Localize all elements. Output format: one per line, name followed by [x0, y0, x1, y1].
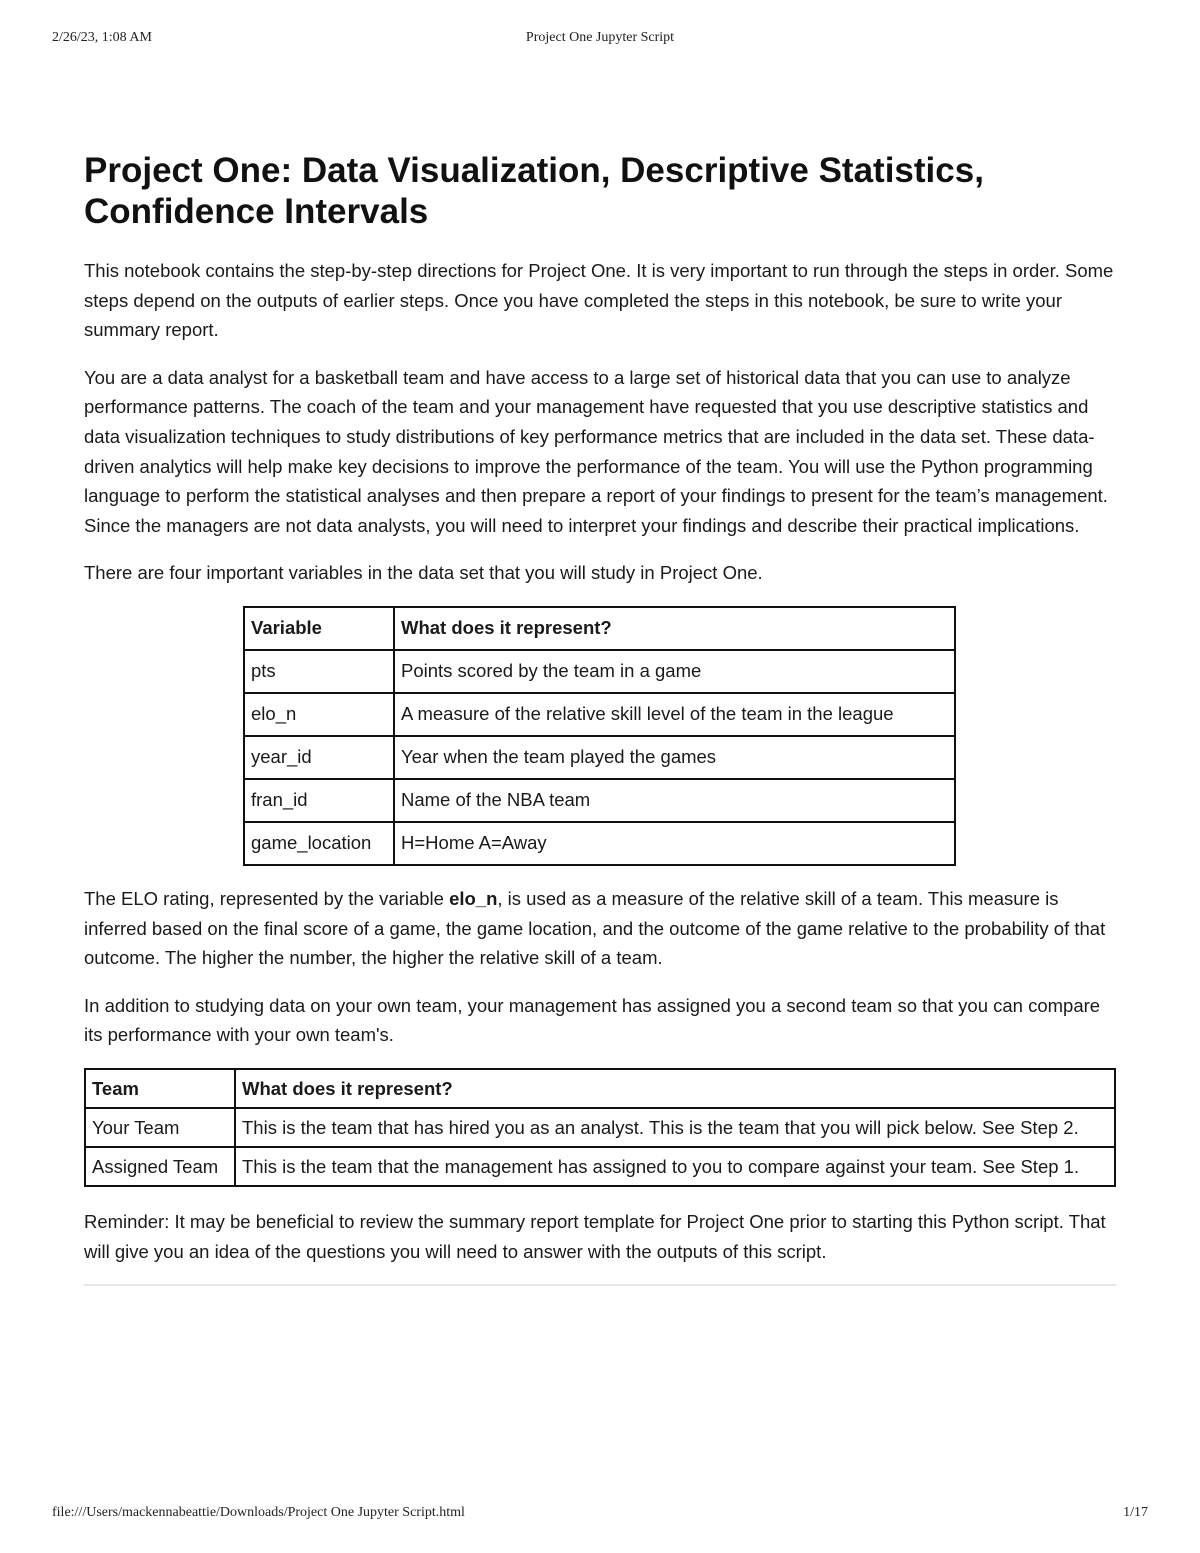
variables-table — [243, 606, 956, 866]
description-cell: Name of the NBA team — [394, 779, 955, 822]
print-datetime: 2/26/23, 1:08 AM — [52, 30, 152, 45]
elo-variable-name: elo_n — [449, 887, 498, 909]
table-header-row — [85, 1069, 1115, 1108]
page-number: 1/17 — [1123, 1505, 1148, 1520]
description-cell: Year when the team played the games — [394, 736, 955, 779]
table-row — [244, 736, 955, 779]
table-row — [244, 693, 955, 736]
description-cell: This is the team that has hired you as an analyst. This is the team that you will pick below. See Step 2. — [235, 1108, 1115, 1147]
file-path: file:///Users/mackennabeattie/Downloads/Project One Jupyter Script.html — [52, 1505, 465, 1520]
description-cell: This is the team that the management has assigned to you to compare against your team. See Step 1. — [235, 1147, 1115, 1186]
elo-text-before: The ELO rating, represented by the variable — [84, 887, 450, 909]
section-divider — [84, 1284, 1116, 1286]
intro-paragraph: This notebook contains the step-by-step directions for Project One. It is very important to run through the steps in order. Some steps depend on the outputs of earlier steps. Once you have completed the steps in this notebook, be sure to write your summary report. — [84, 260, 1114, 341]
column-header: What does it represent? — [235, 1069, 1115, 1108]
page-title: Project One: Data Visualization, Descriptive Statistics, Confidence Intervals — [84, 151, 984, 231]
variable-cell: elo_n — [244, 693, 394, 736]
table-row — [85, 1147, 1115, 1186]
description-cell: Points scored by the team in a game — [394, 650, 955, 693]
description-cell: A measure of the relative skill level of the team in the league — [394, 693, 955, 736]
column-header: Variable — [244, 607, 394, 650]
variable-cell: game_location — [244, 822, 394, 865]
elo-text-after: , is used as a measure of the relative skill of a team. This measure is inferred based on the final score of a game, the game location, and the outcome of the game relative to the probability of that outcome. The higher the number, the higher the relative skill of a team. — [84, 887, 1106, 969]
scenario-paragraph: You are a data analyst for a basketball team and have access to a large set of historical data that you can use to analyze performance patterns. The coach of the team and your management have requested that you use descriptive statistics and data visualization techniques to study distributions of key performance metrics that are included in the data set. These data-driven analytics will help make key decisions to improve the performance of the team. You will use the Python programming language to perform the statistical analyses and then prepare a report of your findings to present for the team’s management. Since the managers are not data analysts, you will need to interpret your findings and describe their practical implications. — [84, 366, 1108, 536]
print-footer — [52, 1505, 1148, 1525]
variable-cell: pts — [244, 650, 394, 693]
team-cell: Your Team — [85, 1108, 235, 1147]
elo-paragraph — [84, 884, 1116, 973]
table-row — [85, 1108, 1115, 1147]
table-row — [244, 779, 955, 822]
reminder-paragraph: Reminder: It may be beneficial to review the summary report template for Project One prior to starting this Python script. That will give you an idea of the questions you will need to answer with the outputs of this script. — [84, 1210, 1106, 1262]
description-cell: H=Home A=Away — [394, 822, 955, 865]
variables-intro: There are four important variables in the data set that you will study in Project One. — [84, 562, 763, 584]
variable-cell: year_id — [244, 736, 394, 779]
team-cell: Assigned Team — [85, 1147, 235, 1186]
teams-intro: In addition to studying data on your own team, your management has assigned you a second team so that you can compare its performance with your own team's. — [84, 994, 1101, 1046]
print-title: Project One Jupyter Script — [525, 30, 675, 45]
teams-table — [84, 1068, 1116, 1187]
table-header-row — [244, 607, 955, 650]
table-row — [244, 650, 955, 693]
notebook-content — [84, 150, 1116, 1286]
column-header: Team — [85, 1069, 235, 1108]
print-header — [52, 30, 1148, 50]
variable-cell: fran_id — [244, 779, 394, 822]
table-row — [244, 822, 955, 865]
column-header: What does it represent? — [394, 607, 955, 650]
